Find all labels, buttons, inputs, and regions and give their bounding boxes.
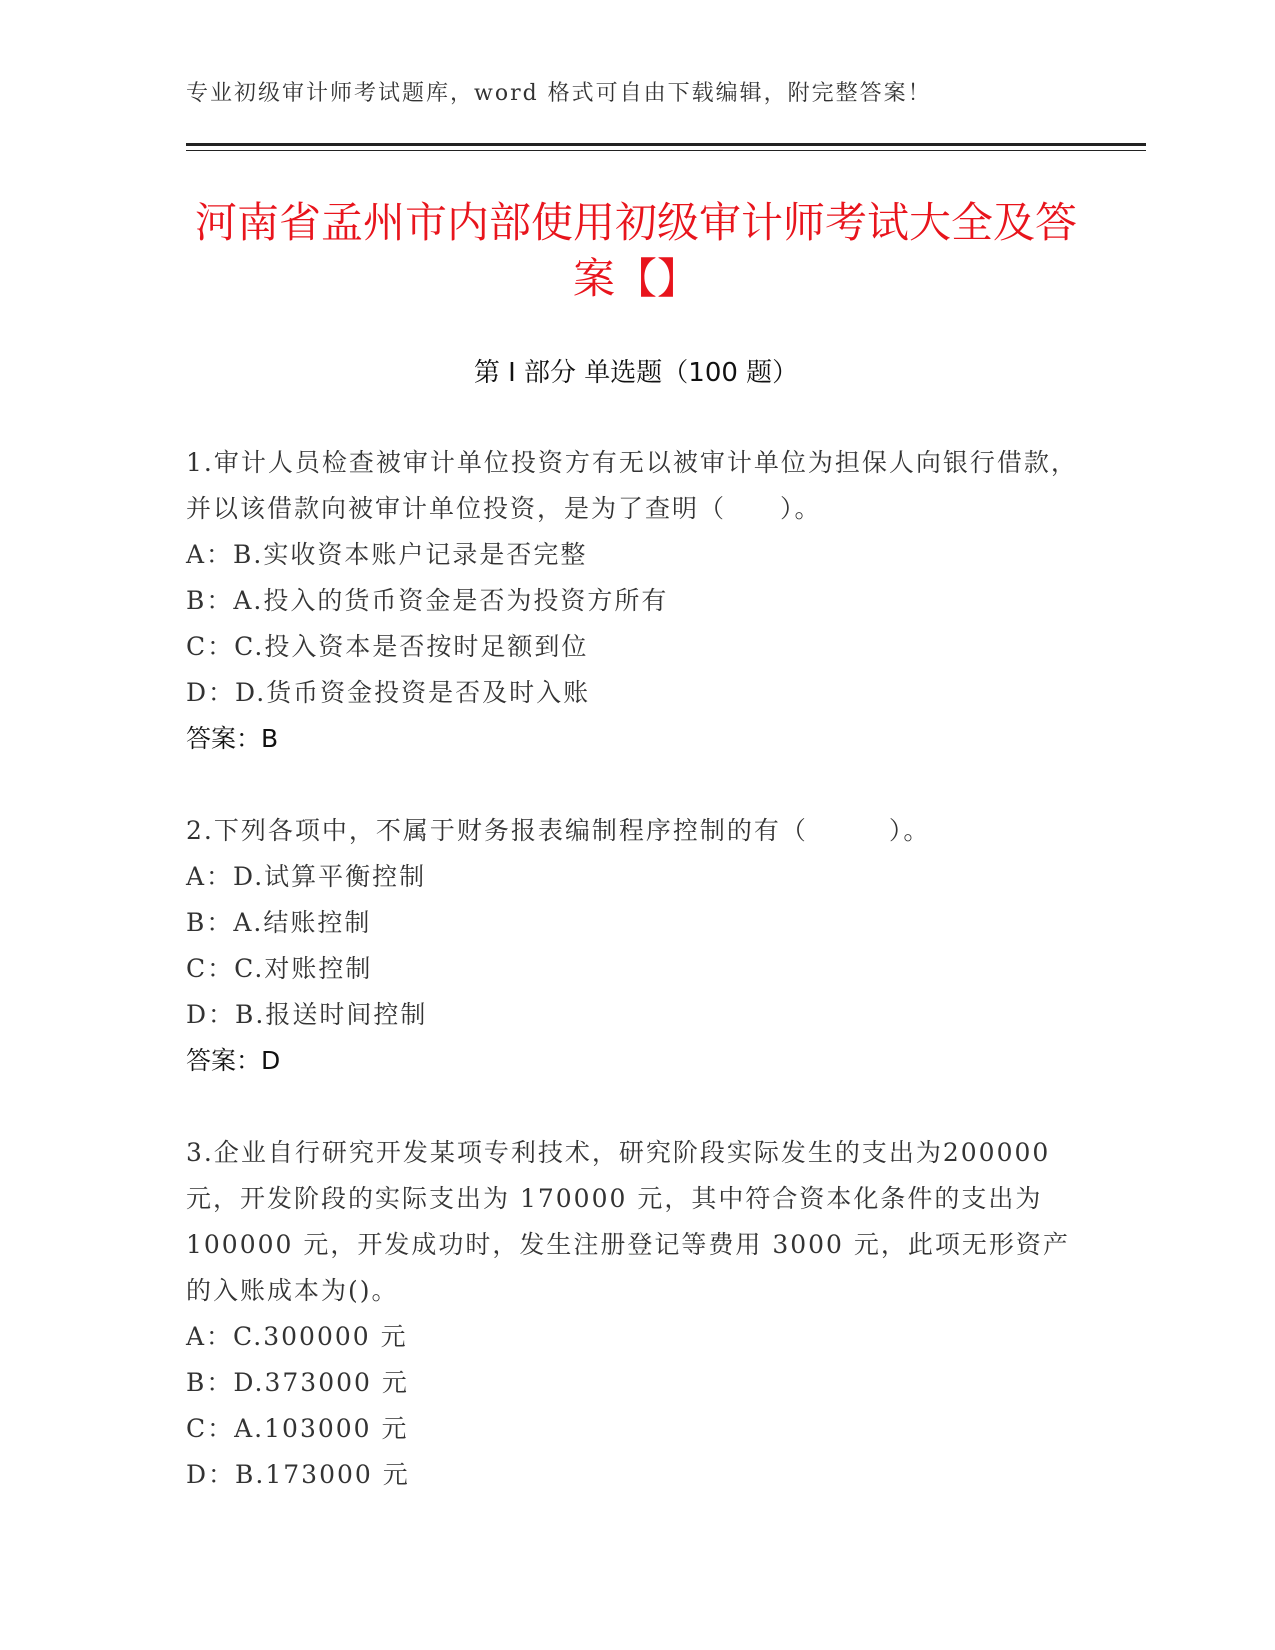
option-c: C：A.103000 元 xyxy=(186,1414,409,1443)
option-c: C：C.对账控制 xyxy=(186,954,373,983)
section-title: 第 I 部分 单选题（100 题） xyxy=(473,358,799,388)
option-a: A：C.300000 元 xyxy=(186,1322,408,1351)
question-2 xyxy=(186,808,1086,1084)
option-c: C：C.投入资本是否按时足额到位 xyxy=(186,632,589,661)
option-a: A：B.实收资本账户记录是否完整 xyxy=(186,540,588,569)
question-stem: 1.审计人员检查被审计单位投资方有无以被审计单位为担保人向银行借款，并以该借款向被审计单位投资，是为了查明（ ）。 xyxy=(186,448,1078,523)
option-d: D：B.报送时间控制 xyxy=(186,1000,428,1029)
question-list xyxy=(186,440,1086,1544)
option-a: A：D.试算平衡控制 xyxy=(186,862,427,891)
question-stem: 2.下列各项中，不属于财务报表编制程序控制的有（ ）。 xyxy=(186,816,931,845)
question-stem: 3.企业自行研究开发某项专利技术，研究阶段实际发生的支出为200000 元，开发阶段的实际支出为 170000 元，其中符合资本化条件的支出为 100000 元，开发成功时，发生注册登记等费用 3000 元，此项无形资产的入账成本为()。 xyxy=(186,1138,1070,1305)
header-note: 专业初级审计师考试题库，word 格式可自由下载编辑，附完整答案！ xyxy=(186,81,932,106)
answer: 答案：D xyxy=(186,1046,281,1075)
answer: 答案：B xyxy=(186,724,279,753)
question-1 xyxy=(186,440,1086,762)
header-rule-thin xyxy=(186,150,1146,151)
header-rule-thick xyxy=(186,143,1146,146)
question-3 xyxy=(186,1130,1086,1498)
option-b: B：A.结账控制 xyxy=(186,908,372,937)
option-b: B：A.投入的货币资金是否为投资方所有 xyxy=(186,586,669,615)
option-d: D：D.货币资金投资是否及时入账 xyxy=(186,678,591,707)
option-b: B：D.373000 元 xyxy=(186,1368,409,1397)
option-d: D：B.173000 元 xyxy=(186,1460,410,1489)
document-title: 河南省孟州市内部使用初级审计师考试大全及答案【】 xyxy=(194,198,1077,303)
